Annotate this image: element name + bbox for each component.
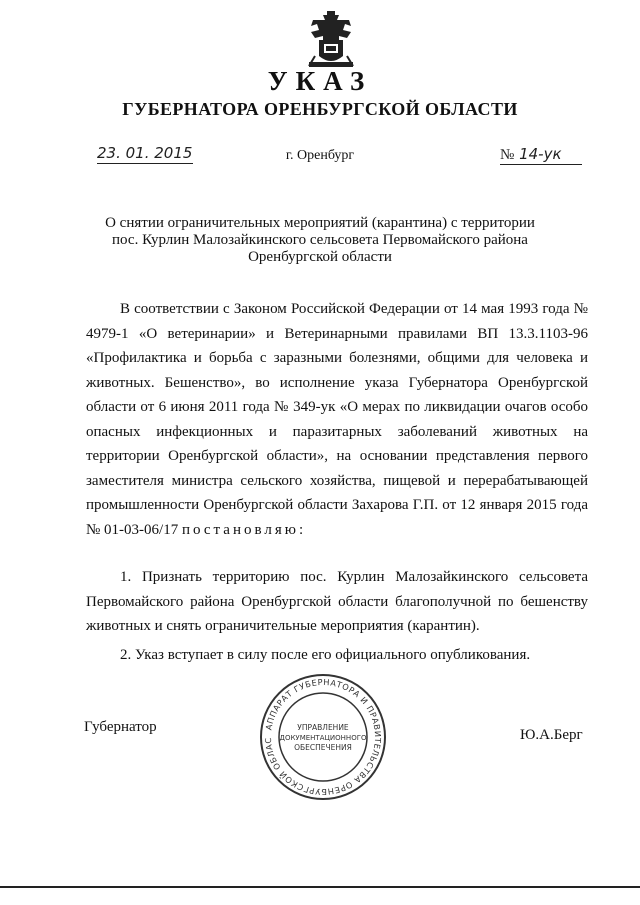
seal-inner-line-1: УПРАВЛЕНИЕ <box>297 723 349 732</box>
document-city: г. Оренбург <box>285 148 355 163</box>
preamble-text: В соответствии с Законом Российской Федерации от 14 мая 1993 года № 4979-1 «О ветеринарии» и Ветеринарными правилами ВП 13.3.1103-96 «Профилактика и борьба с заразными болезнями, общими для человека и животных. Бешенство», во исполнение указа Губернатора Оренбургской области от 6 июня 2011 года № 349-ук «О мерах по ликвидации очагов особо опасных инфекционных и паразитарных заболеваний животных на территории Оренбургской области», на основании представления первого заместителя министра сельского хозяйства, пищевой и перерабатывающей промышленности Оренбургской области Захарова Г.П. от 12 января 2015 года № 01-03-06/17 <box>86 301 588 538</box>
heading-line-1: О снятии ограничительных мероприятий (карантина) с территории <box>105 215 535 231</box>
signatory-name: Ю.А.Берг <box>520 727 583 743</box>
document-date-value: 23. 01. 2015 <box>97 144 193 162</box>
heading-line-3: Оренбургской области <box>248 249 392 265</box>
seal-inner-line-3: ОБЕСПЕЧЕНИЯ <box>294 743 352 752</box>
decree-item-2-text: 2. Указ вступает в силу после его официального опубликования. <box>120 647 531 663</box>
coat-of-arms-icon <box>305 10 357 68</box>
decree-word: постановляю: <box>181 521 307 538</box>
decree-item-1 <box>86 565 588 639</box>
preamble-paragraph <box>86 297 588 542</box>
signatory-title: Губернатор <box>84 719 157 735</box>
heading-line-2: пос. Курлин Малозайкинского сельсовета Первомайского района <box>112 232 528 248</box>
document-subtitle: ГУБЕРНАТОРА ОРЕНБУРГСКОЙ ОБЛАСТИ <box>122 99 518 119</box>
decree-item-1-text: 1. Признать территорию пос. Курлин Малозайкинского сельсовета Первомайского района Оренбургской области благополучной по бешенству животных и снять ограничительные мероприятия (карантин). <box>86 569 588 634</box>
seal-inner-line-2: ДОКУМЕНТАЦИОННОГО <box>279 734 367 742</box>
official-seal <box>258 672 388 802</box>
seal-outer-text: АППАРАТ ГУБЕРНАТОРА И ПРАВИТЕЛЬСТВА ОРЕНБУРГСКОЙ ОБЛАС <box>262 676 384 798</box>
number-prefix: № <box>500 147 515 163</box>
number-value: 14-ук <box>519 145 562 163</box>
document-title: УКАЗ <box>267 66 373 96</box>
document-number <box>500 145 582 165</box>
decree-item-2 <box>86 643 588 667</box>
document-body <box>86 297 588 542</box>
bottom-border <box>0 886 640 888</box>
document-heading <box>100 215 540 266</box>
